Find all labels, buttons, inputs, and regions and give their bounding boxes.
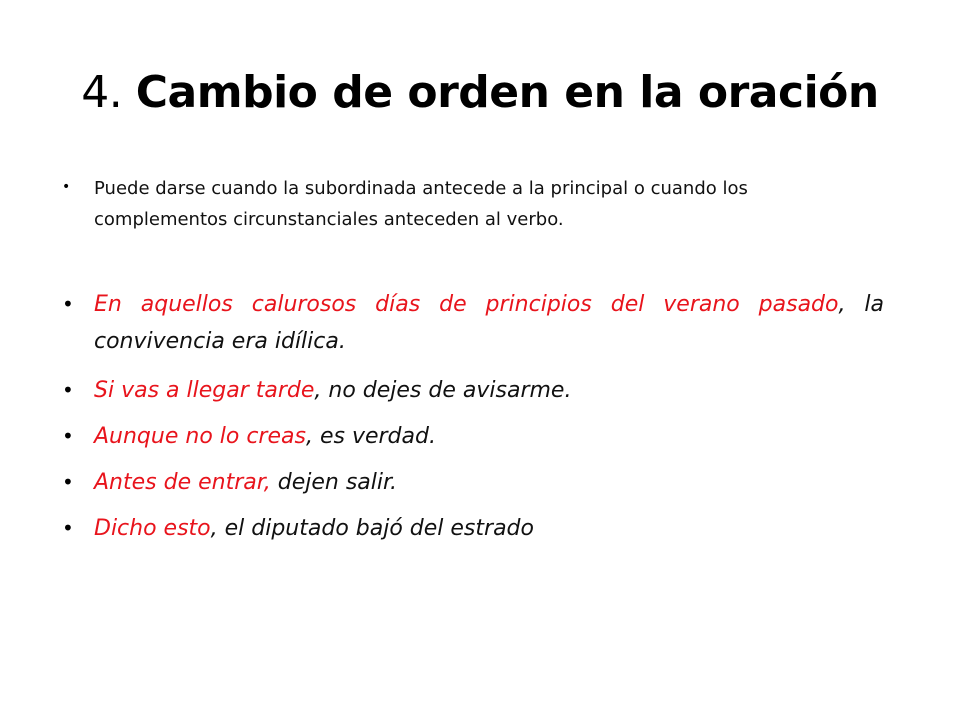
bullet-dot-icon: • xyxy=(62,179,71,195)
example-text xyxy=(94,372,884,409)
example-text xyxy=(94,286,884,360)
example-bullet xyxy=(62,418,912,455)
example-rest: , la convivencia era idílica. xyxy=(94,292,884,354)
example-highlight: Si vas a llegar tarde xyxy=(94,378,315,403)
example-text xyxy=(94,510,884,547)
intro-bullet xyxy=(62,173,912,235)
example-text xyxy=(94,418,884,455)
bullet-dot-icon: • xyxy=(62,424,74,448)
title-text: Cambio de orden en la oración xyxy=(135,67,879,118)
bullet-dot-icon: • xyxy=(62,470,74,494)
example-rest: , es verdad. xyxy=(305,424,436,449)
example-text xyxy=(94,464,884,501)
bullet-dot-icon: • xyxy=(62,516,74,540)
example-rest: dejen salir. xyxy=(270,470,398,495)
example-bullet xyxy=(62,464,912,501)
bullet-dot-icon: • xyxy=(62,292,74,316)
example-rest: , el diputado bajó del estrado xyxy=(210,516,534,541)
example-highlight: Aunque no lo creas xyxy=(94,424,306,449)
example-bullet xyxy=(62,286,912,360)
example-bullet xyxy=(62,510,912,547)
example-rest: , no dejes de avisarme. xyxy=(314,378,572,403)
bullet-dot-icon: • xyxy=(62,378,74,402)
intro-bullet-text: Puede darse cuando la subordinada antecede a la principal o cuando los complementos circunstanciales anteceden al verbo. xyxy=(94,178,748,230)
slide-title xyxy=(40,58,920,128)
title-number: 4. xyxy=(81,67,123,118)
example-highlight: En aquellos calurosos días de principios del verano pasado xyxy=(94,292,839,317)
example-highlight: Dicho esto xyxy=(94,516,211,541)
example-bullet xyxy=(62,372,912,409)
example-highlight: Antes de entrar, xyxy=(94,470,271,495)
